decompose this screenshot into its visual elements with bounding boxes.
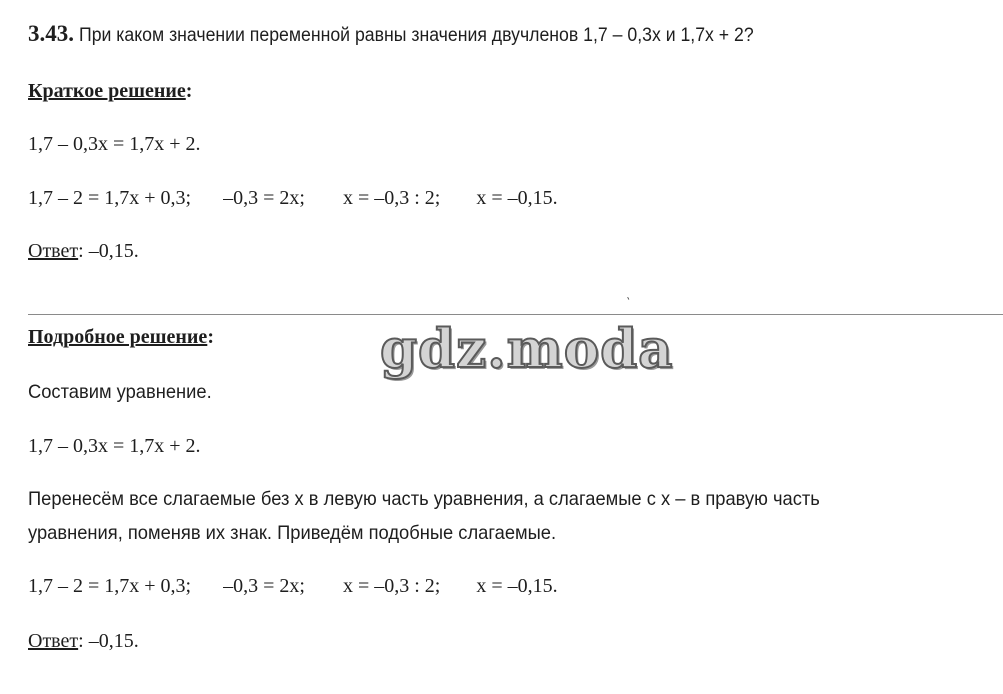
step-2: –0,3 = 2x; — [223, 187, 305, 209]
step-3: x = –0,3 : 2; — [342, 575, 441, 597]
detailed-intro: Составим уравнение. — [28, 381, 212, 403]
stray-mark: ` — [621, 295, 632, 312]
explanation-line-1: Перенесём все слагаемые без x в левую часть уравнения, а слагаемые с x – в правую часть — [28, 488, 820, 510]
detailed-solution-heading-line — [28, 325, 214, 349]
watermark-logo: gdz.moda — [380, 318, 674, 380]
problem-text: При каком значении переменной равны значения двучленов 1,7 – 0,3x и 1,7x + 2? — [79, 25, 754, 46]
detailed-solution-heading: Подробное решение — [28, 326, 208, 348]
section-divider — [28, 314, 1003, 315]
heading-colon: : — [185, 80, 193, 102]
step-1: 1,7 – 2 = 1,7x + 0,3; — [28, 187, 192, 209]
step-1: 1,7 – 2 = 1,7x + 0,3; — [28, 575, 192, 597]
step-2: –0,3 = 2x; — [223, 575, 305, 597]
short-steps — [28, 186, 558, 210]
answer-label: Ответ — [28, 240, 79, 262]
answer-label: Ответ — [28, 630, 79, 652]
heading-colon: : — [207, 326, 214, 348]
short-solution-heading-line — [28, 79, 192, 103]
short-solution-heading: Краткое решение — [28, 80, 186, 102]
problem-number: 3.43. — [28, 21, 74, 46]
answer-value: : –0,15. — [78, 240, 139, 262]
problem-statement — [28, 22, 804, 48]
short-equation: 1,7 – 0,3x = 1,7x + 2. — [28, 133, 201, 155]
detailed-equation: 1,7 – 0,3x = 1,7x + 2. — [28, 435, 201, 457]
answer-value: : –0,15. — [78, 630, 139, 652]
step-4: x = –0,15. — [476, 187, 558, 209]
detailed-steps — [28, 574, 558, 598]
step-4: x = –0,15. — [476, 575, 558, 597]
short-answer — [28, 239, 139, 263]
step-3: x = –0,3 : 2; — [342, 187, 441, 209]
detailed-answer — [28, 629, 139, 653]
explanation-line-2: уравнения, поменяв их знак. Приведём подобные слагаемые. — [28, 522, 557, 544]
